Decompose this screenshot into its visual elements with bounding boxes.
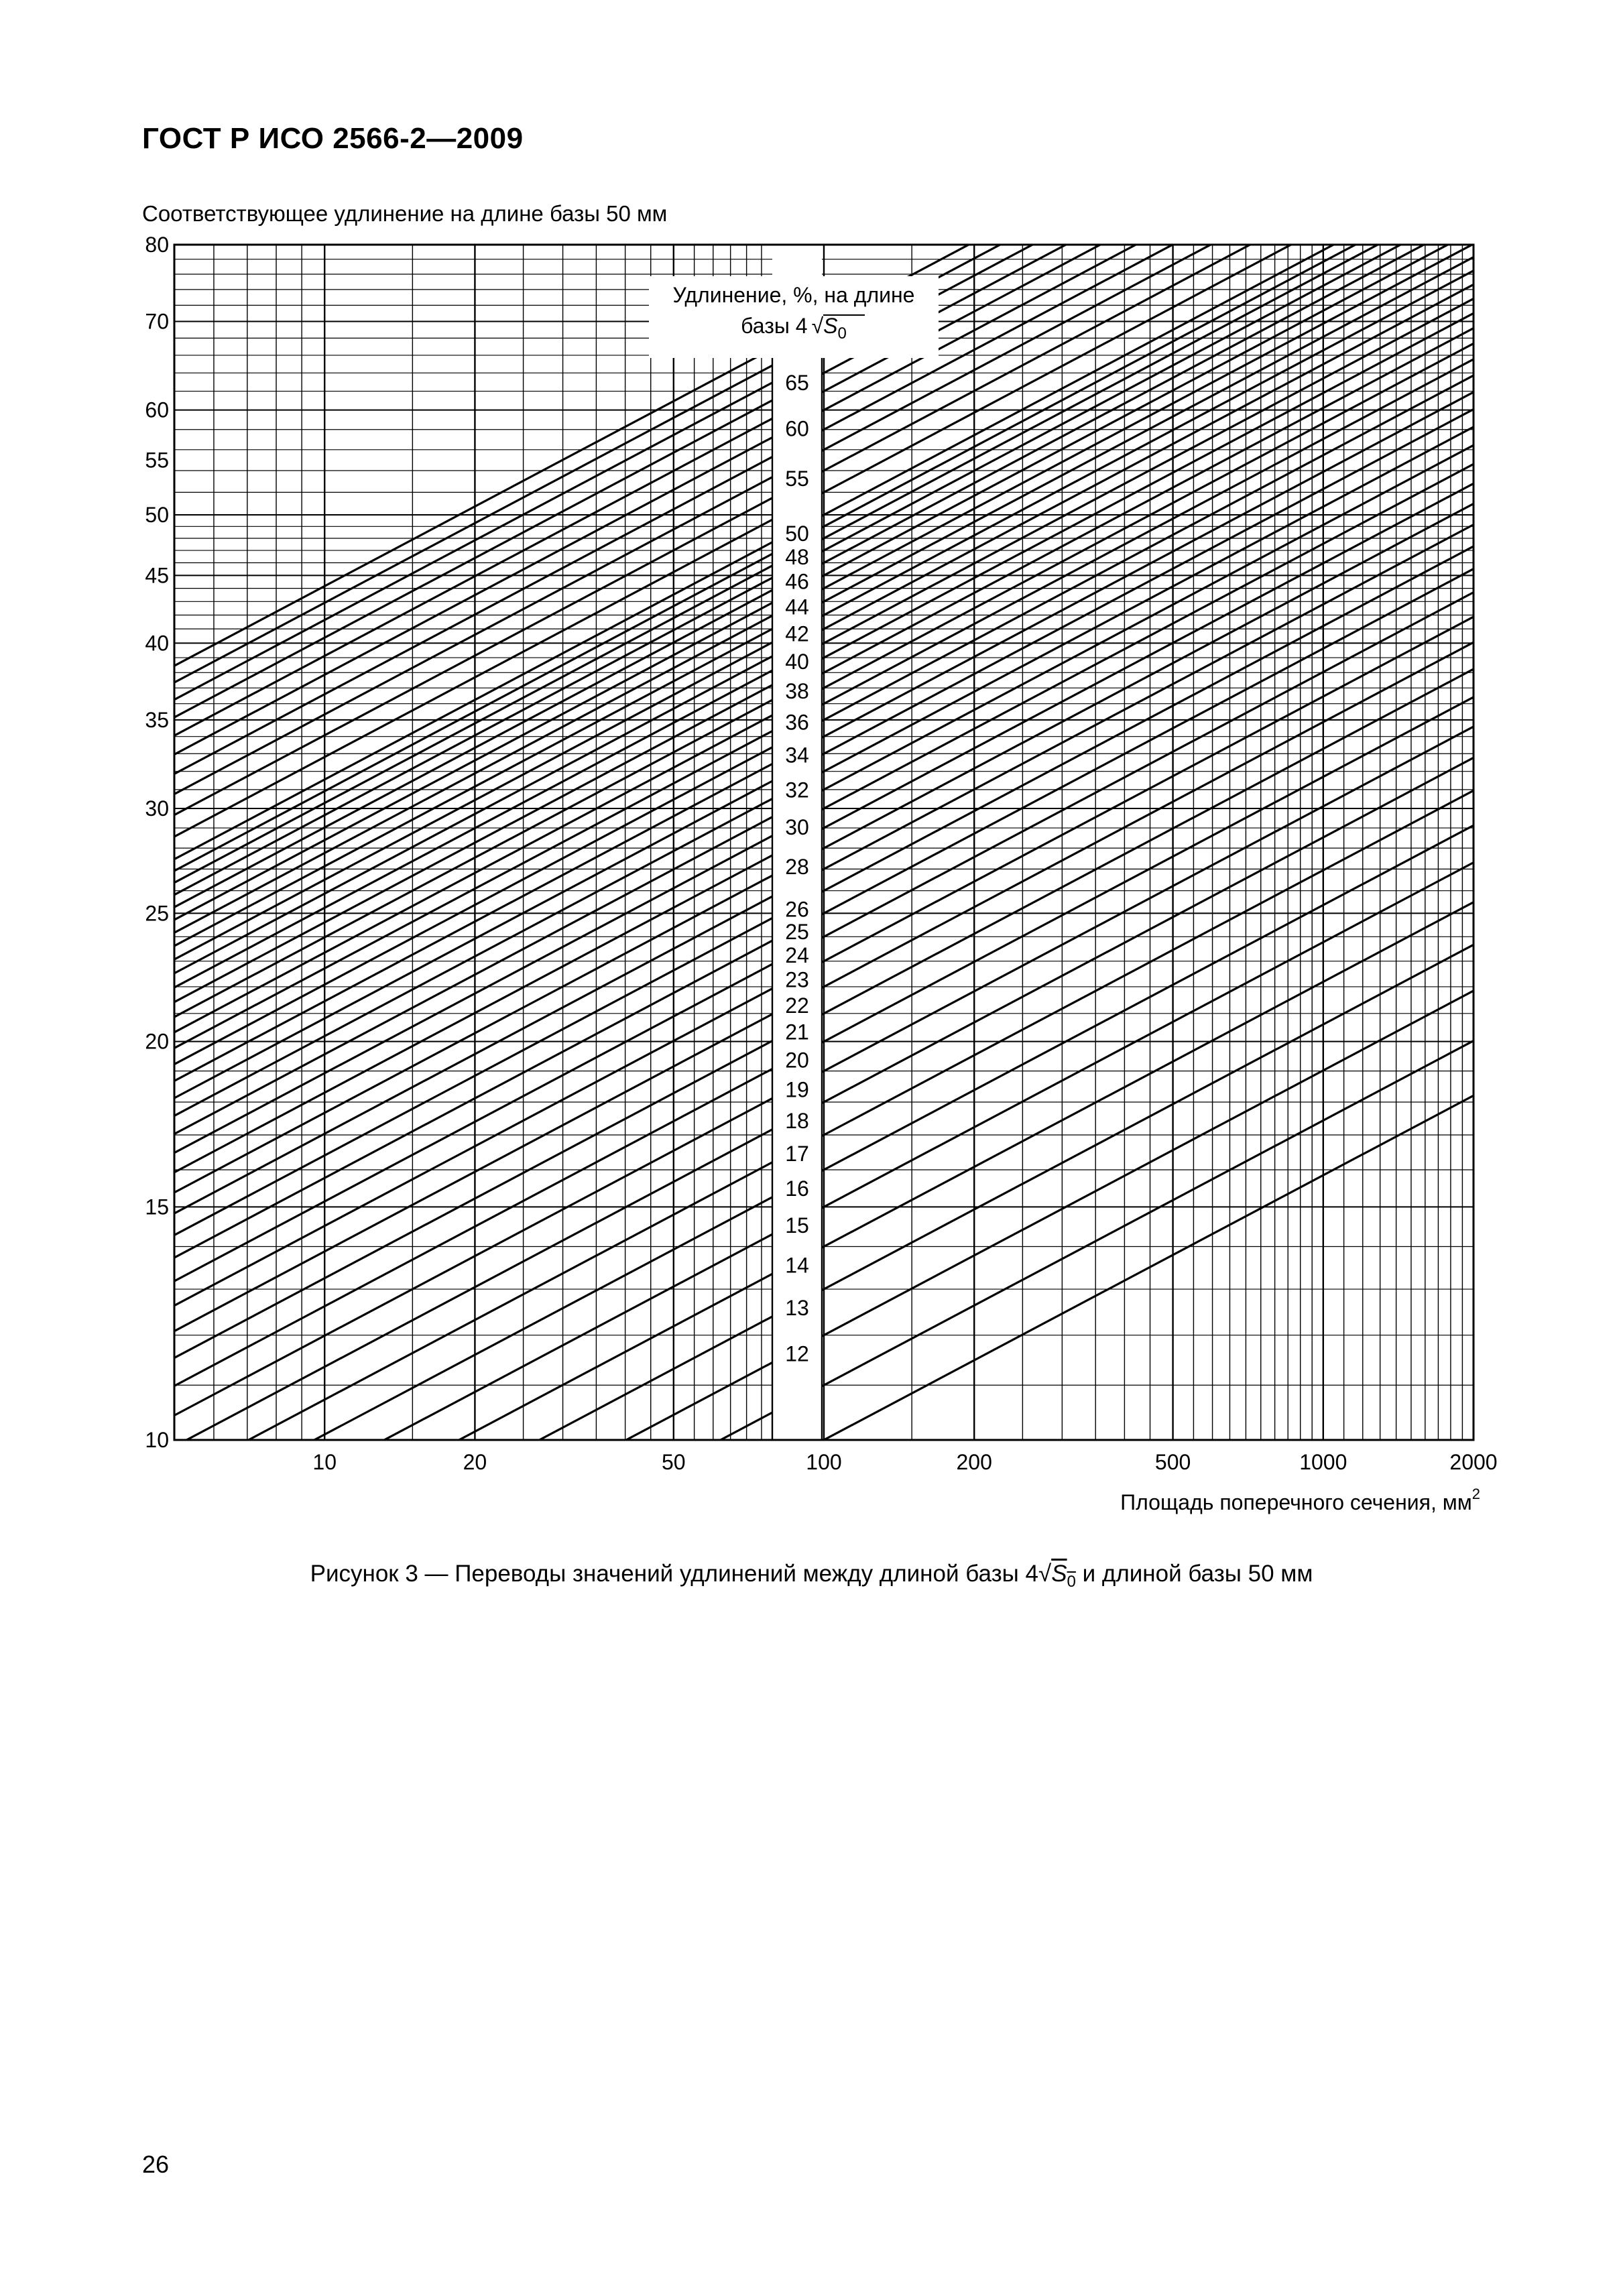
x-axis-ticks bbox=[312, 1450, 1497, 1474]
x-tick-label: 200 bbox=[956, 1450, 992, 1474]
y-tick-label: 15 bbox=[145, 1195, 169, 1219]
y-tick-label: 40 bbox=[145, 631, 169, 656]
x-tick-label: 100 bbox=[806, 1450, 842, 1474]
y-tick-label: 25 bbox=[145, 901, 169, 926]
center-line-label: 36 bbox=[785, 710, 809, 735]
center-line-label: 12 bbox=[785, 1341, 809, 1366]
x-axis-title-superscript: 2 bbox=[1471, 1486, 1480, 1502]
y-tick-label: 20 bbox=[145, 1029, 169, 1054]
y-tick-label: 35 bbox=[145, 707, 169, 732]
center-title-subscript: 0 bbox=[837, 324, 847, 343]
center-line-label: 55 bbox=[785, 467, 809, 491]
caption-suffix: и длиной базы 50 мм bbox=[1082, 1561, 1313, 1587]
center-line-label: 20 bbox=[785, 1048, 809, 1073]
center-title-radicand: S bbox=[823, 314, 838, 338]
y-tick-label: 60 bbox=[145, 398, 169, 422]
y-axis-ticks bbox=[145, 233, 169, 1452]
center-line-label: 18 bbox=[785, 1108, 809, 1133]
center-line-label: 42 bbox=[785, 621, 809, 646]
y-tick-label: 45 bbox=[145, 563, 169, 588]
y-axis-title: Соответствующее удлинение на длине базы 50 мм bbox=[142, 201, 668, 226]
caption-sqrt: $√S_0$ bbox=[1038, 1561, 1076, 1591]
x-axis-title-text: Площадь поперечного сечения, мм bbox=[1120, 1490, 1472, 1514]
center-title-line1: Удлинение, %, на длине bbox=[672, 283, 915, 307]
y-tick-label: 55 bbox=[145, 448, 169, 473]
caption-subscript: 0 bbox=[1067, 1573, 1076, 1591]
center-line-label: 24 bbox=[785, 943, 809, 968]
center-line-label: 32 bbox=[785, 778, 809, 802]
caption-prefix: Рисунок 3 — Переводы значений удлинений между длиной базы 4 bbox=[310, 1561, 1038, 1587]
x-tick-label: 20 bbox=[463, 1450, 487, 1474]
y-tick-label: 50 bbox=[145, 503, 169, 528]
x-tick-label: 50 bbox=[661, 1450, 686, 1474]
center-line-label: 17 bbox=[785, 1141, 809, 1166]
center-line-label: 44 bbox=[785, 595, 809, 619]
center-line-label: 34 bbox=[785, 743, 809, 768]
document-header: ГОСТ Р ИСО 2566-2—2009 bbox=[142, 122, 524, 155]
center-line-label: 19 bbox=[785, 1077, 809, 1102]
center-line-label: 15 bbox=[785, 1213, 809, 1238]
x-tick-label: 1000 bbox=[1299, 1450, 1347, 1474]
center-line-label: 28 bbox=[785, 855, 809, 880]
y-tick-label: 30 bbox=[145, 796, 169, 821]
x-axis-title bbox=[1120, 1486, 1480, 1514]
y-tick-label: 70 bbox=[145, 309, 169, 334]
center-line-label: 26 bbox=[785, 897, 809, 922]
center-line-label: 23 bbox=[785, 967, 809, 992]
y-tick-label: 80 bbox=[145, 233, 169, 257]
center-line-label: 50 bbox=[785, 521, 809, 546]
center-line-label: 14 bbox=[785, 1253, 809, 1278]
center-line-label: 13 bbox=[785, 1295, 809, 1320]
center-line-label: 38 bbox=[785, 679, 809, 704]
center-line-label: 65 bbox=[785, 370, 809, 395]
center-line-label: 40 bbox=[785, 650, 809, 674]
center-line-label: 21 bbox=[785, 1020, 809, 1044]
center-line-label: 60 bbox=[785, 416, 809, 441]
center-line-label: 22 bbox=[785, 993, 809, 1018]
page-number: 26 bbox=[142, 2151, 170, 2178]
center-line-label: 48 bbox=[785, 544, 809, 569]
center-title-line2-prefix: базы 4 bbox=[741, 314, 808, 338]
x-tick-label: 2000 bbox=[1449, 1450, 1498, 1474]
center-line-label: 46 bbox=[785, 569, 809, 594]
sqrt-symbol: √ bbox=[811, 314, 824, 338]
x-tick-label: 500 bbox=[1154, 1450, 1191, 1474]
center-line-label: 16 bbox=[785, 1176, 809, 1201]
center-line-label: 25 bbox=[785, 920, 809, 945]
x-tick-label: 10 bbox=[312, 1450, 337, 1474]
caption-radicand: S bbox=[1051, 1561, 1067, 1587]
y-tick-label: 10 bbox=[145, 1428, 169, 1452]
center-line-label: 30 bbox=[785, 814, 809, 839]
figure-caption bbox=[0, 1561, 1623, 1591]
